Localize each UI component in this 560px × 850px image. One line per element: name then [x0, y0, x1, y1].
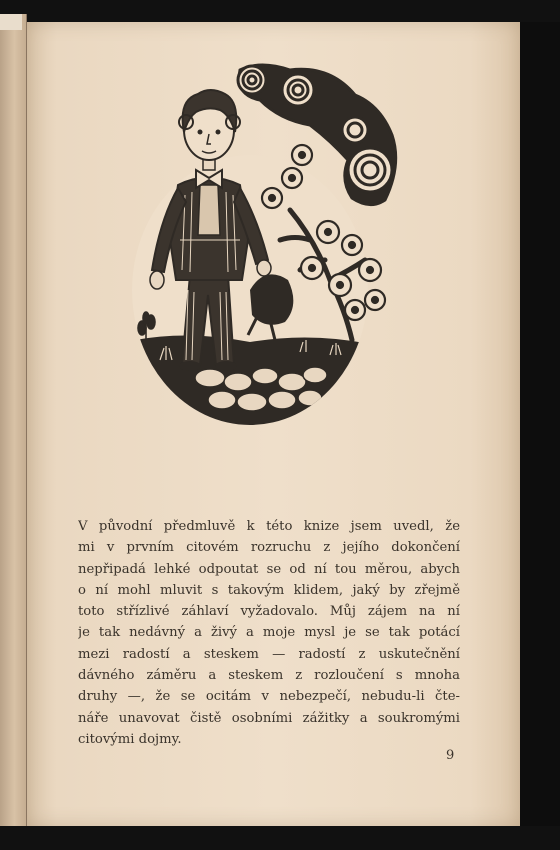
text-line: dávného záměru a steskem z rozloučení s mnoha: [78, 668, 460, 684]
text-line: toto střízlivé záhlaví vyžadovalo. Můj zájem na ní: [78, 604, 460, 620]
body-paragraph: [78, 516, 460, 750]
text-line: o ní mohl mluvit s takovým klidem, jaký by zřejmě: [78, 582, 460, 598]
text-line: V původní předmluvě k této knize jsem uvedl, že: [78, 519, 460, 534]
text-line: citovými dojmy.: [78, 731, 182, 747]
text-line: mi v prvním citovém rozruchu z jejího dokončení: [78, 540, 460, 556]
text-line: náře unavovat čistě osobními zážitky a soukromými: [78, 710, 460, 726]
text-line: mezi radostí a steskem — radostí z uskutečnění: [78, 646, 460, 662]
page-number: 9: [446, 748, 455, 763]
background-edge: [520, 22, 560, 826]
facing-page-tab: [0, 14, 22, 30]
text-line: je tak nedávný a živý a moje mysl je se tak potácí: [78, 625, 460, 641]
text-line: nepřipadá lehké odpoutat se od ní tou měrou, abych: [78, 561, 460, 577]
text-line: druhy —, že se ocitám v nebezpečí, nebudu-li čte-: [78, 689, 460, 705]
facing-page-edge: [0, 14, 27, 826]
woodcut-illustration: [130, 60, 405, 430]
